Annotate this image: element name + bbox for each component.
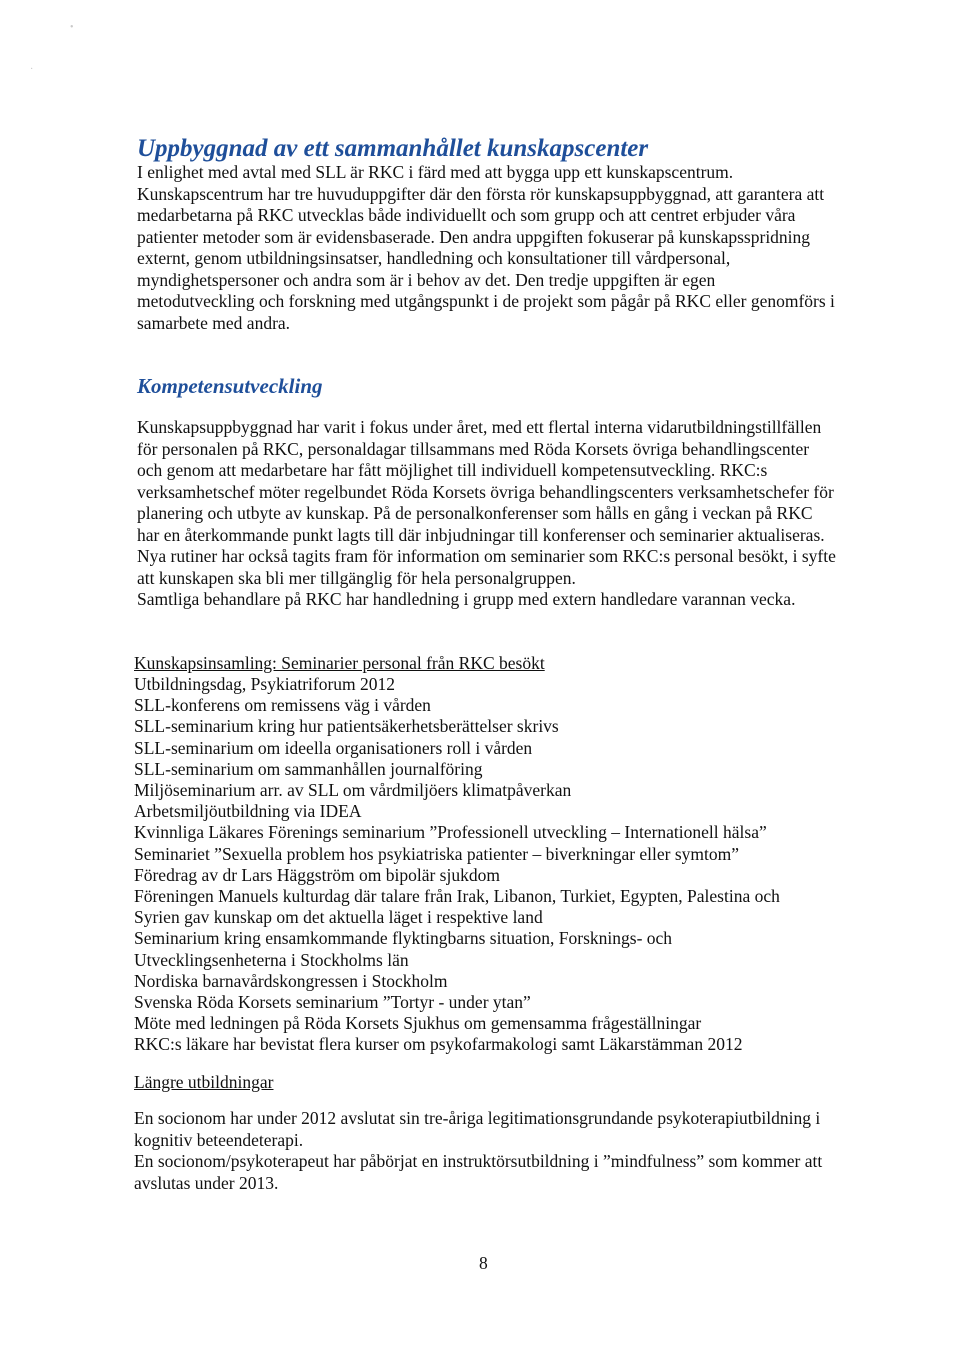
list-item: Möte med ledningen på Röda Korsets Sjukhus om gemensamma frågeställningar [134,1013,702,1034]
list-item: Kvinnliga Läkares Förenings seminarium ”Professionell utveckling – Internationell hälsa” [134,822,767,843]
list-item: Nordiska barnavårdskongressen i Stockholm [134,970,448,991]
list-item: Miljöseminarium arr. av SLL om vårdmiljöers klimatpåverkan [134,780,572,801]
scan-speck: · [30,64,34,75]
training-paragraph-2: En socionom/psykoterapeut har påbörjat en instruktörsutbildning i ”mindfulness” som kommer att avslutas under 2013. [134,1151,823,1193]
list-item: Seminariet ”Sexuella problem hos psykiatriska patienter – biverkningar eller symtom” [134,843,740,864]
list-item: Föreningen Manuels kulturdag där talare från Irak, Libanon, Turkiet, Egypten, Palestina och [134,886,780,907]
list-item: SLL-seminarium om ideella organisationers roll i vården [134,737,533,758]
list-item: RKC:s läkare har bevistat flera kurser om psykofarmakologi samt Läkarstämman 2012 [134,1034,743,1055]
longer-training-text-block [134,1108,834,1194]
list-item: Utbildningsdag, Psykiatriforum 2012 [134,674,396,694]
list-item: SLL-seminarium kring hur patientsäkerhetsberättelser skrivs [134,716,559,737]
supervision-paragraph: Samtliga behandlare på RKC har handledning i grupp med extern handledare varannan vecka. [137,589,796,609]
section-paragraph-knowledge-center: I enlighet med avtal med SLL är RKC i färd med att bygga upp ett kunskapscentrum. Kunskapscentrum har tre huvuduppgifter där den första rör kunskapsuppbyggnad, att garantera att medarbetarna på RKC utvecklas både individuellt och som grupp och att centret erbjuder våra patienter metoder som är evidensbaserade. Den andra uppgiften fokuserar på kunskapsspridning externt, genom utbildningsinsatser, handledning och konsultationer till vårdpersonal, myndighetspersoner och andra som är i behov av det. Den tredje uppgiften är egen metodutveckling och forskning med utgångspunkt i de projekt som pågår på RKC eller genomförs i samarbete med andra. [137,162,835,333]
competence-paragraph: Kunskapsuppbyggnad har varit i fokus under året, med ett flertal interna vidarutbildningstillfällen för personalen på RKC, personaldagar tillsammans med Röda Korsets övriga behandlingscenter och genom att medarbetare har fått möjlighet till individuell kompetensutveckling. RKC:s verksamhetschef möter regelbundet Röda Korsets övriga behandlingscenters verksamhetschefer för planering och utbyte av kunskap. På de personalkonferenser som hålls en gång i veckan på RKC har en återkommande punkt lagts till där inbjudningar till konferenser och seminarier aktualiseras. Nya rutiner har också tagits fram för information om seminarier som RKC:s personal besökt, i syfte att kunskapen ska bli mer tillgänglig för hela personalgruppen. [137,417,836,588]
list-item: Syrien gav kunskap om det aktuella läget i respektive land [134,907,543,928]
list-item: Svenska Röda Korsets seminarium ”Tortyr - under ytan” [134,992,531,1013]
list-item: Arbetsmiljöutbildning via IDEA [134,801,362,822]
page-number: 8 [479,1253,488,1273]
competence-text-block [137,417,837,611]
list-item: SLL-seminarium om sammanhållen journalföring [134,758,483,779]
longer-training-heading: Längre utbildningar [134,1072,274,1092]
seminars-list [134,674,834,1056]
scan-speck: • [70,22,74,33]
section-title-competence-development: Kompetensutveckling [137,374,323,398]
section-title-knowledge-center: Uppbyggnad av ett sammanhållet kunskapscenter [137,135,649,162]
training-paragraph-1: En socionom har under 2012 avslutat sin tre-åriga legitimationsgrundande psykoterapiutbildning i kognitiv beteendeterapi. [134,1108,821,1150]
seminars-heading: Kunskapsinsamling: Seminarier personal från RKC besökt [134,653,545,673]
list-item: Föredrag av dr Lars Häggström om bipolär sjukdom [134,864,500,885]
list-item: Seminarium kring ensamkommande flyktingbarns situation, Forsknings- och [134,928,673,949]
list-item: Utvecklingsenheterna i Stockholms län [134,949,409,970]
list-item: SLL-konferens om remissens väg i vården [134,695,431,716]
